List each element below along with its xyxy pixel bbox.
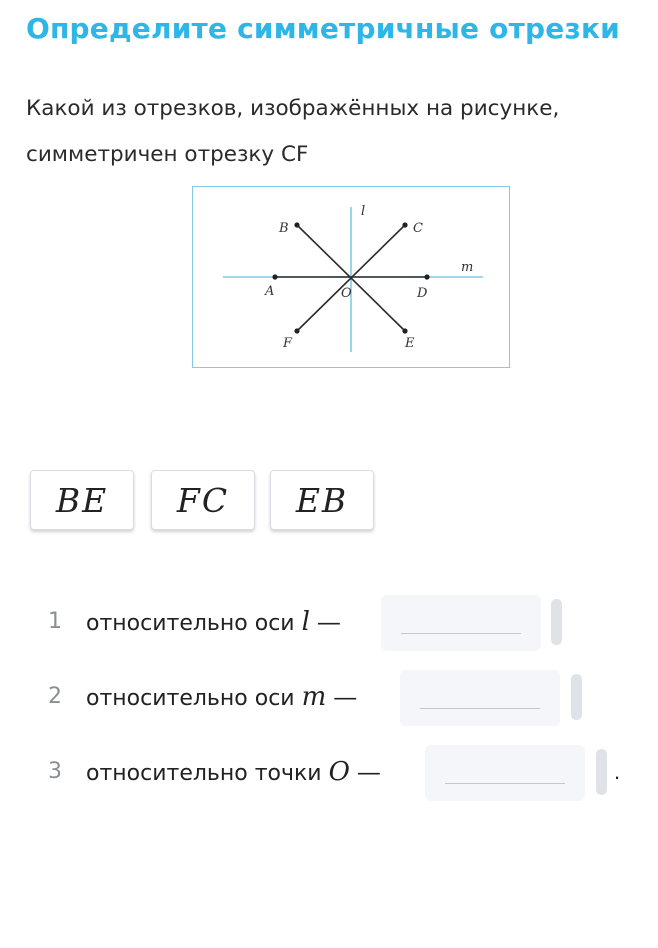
slot-scroll-handle-3[interactable] (596, 749, 607, 795)
point-f (294, 328, 299, 333)
row-dash: — (356, 758, 381, 786)
row-text (86, 682, 357, 712)
question-line-2: симметричен отрезку CF (26, 142, 309, 167)
row-variable: O (328, 757, 350, 787)
option-chip-fc[interactable]: FC (151, 470, 255, 530)
option-chip-be[interactable]: BE (30, 470, 134, 530)
label-a: A (265, 284, 275, 299)
answer-drop-slot-1[interactable] (381, 595, 541, 651)
point-b (294, 222, 299, 227)
label-b: B (279, 221, 289, 236)
answer-row-1 (0, 595, 658, 651)
page-title: Определите симметричные отрезки (26, 12, 620, 45)
trailing-period: . (614, 759, 621, 784)
label-f: F (283, 336, 293, 351)
row-text (86, 607, 341, 637)
label-l: l (361, 204, 366, 219)
point-a (272, 274, 277, 279)
answer-drop-slot-2[interactable] (400, 670, 560, 726)
row-dash: — (316, 608, 341, 636)
question-line-1: Какой из отрезков, изображённых на рисунке, (26, 96, 560, 121)
answer-row-3 (0, 745, 658, 801)
answer-drop-slot-3[interactable] (425, 745, 585, 801)
row-variable: m (301, 682, 327, 712)
option-chip-eb[interactable]: EB (270, 470, 374, 530)
row-label: относительно оси (86, 686, 295, 711)
label-c: C (413, 221, 423, 236)
row-label: относительно оси (86, 611, 295, 636)
label-d: D (417, 286, 428, 301)
slot-scroll-handle-2[interactable] (571, 674, 582, 720)
slot-scroll-handle-1[interactable] (551, 599, 562, 645)
answer-row-2 (0, 670, 658, 726)
point-d (424, 274, 429, 279)
point-c (402, 222, 407, 227)
row-number: 3 (48, 759, 62, 784)
row-text (86, 757, 381, 787)
row-variable: l (301, 607, 310, 637)
label-o: O (341, 286, 352, 301)
row-number: 2 (48, 684, 62, 709)
row-number: 1 (48, 609, 62, 634)
row-dash: — (333, 683, 358, 711)
figure-drawing (193, 187, 511, 369)
label-m: m (461, 260, 474, 275)
geometry-figure (192, 186, 510, 368)
point-e (402, 328, 407, 333)
question-text (26, 86, 646, 178)
label-e: E (405, 336, 415, 351)
row-label: относительно точки (86, 761, 322, 786)
